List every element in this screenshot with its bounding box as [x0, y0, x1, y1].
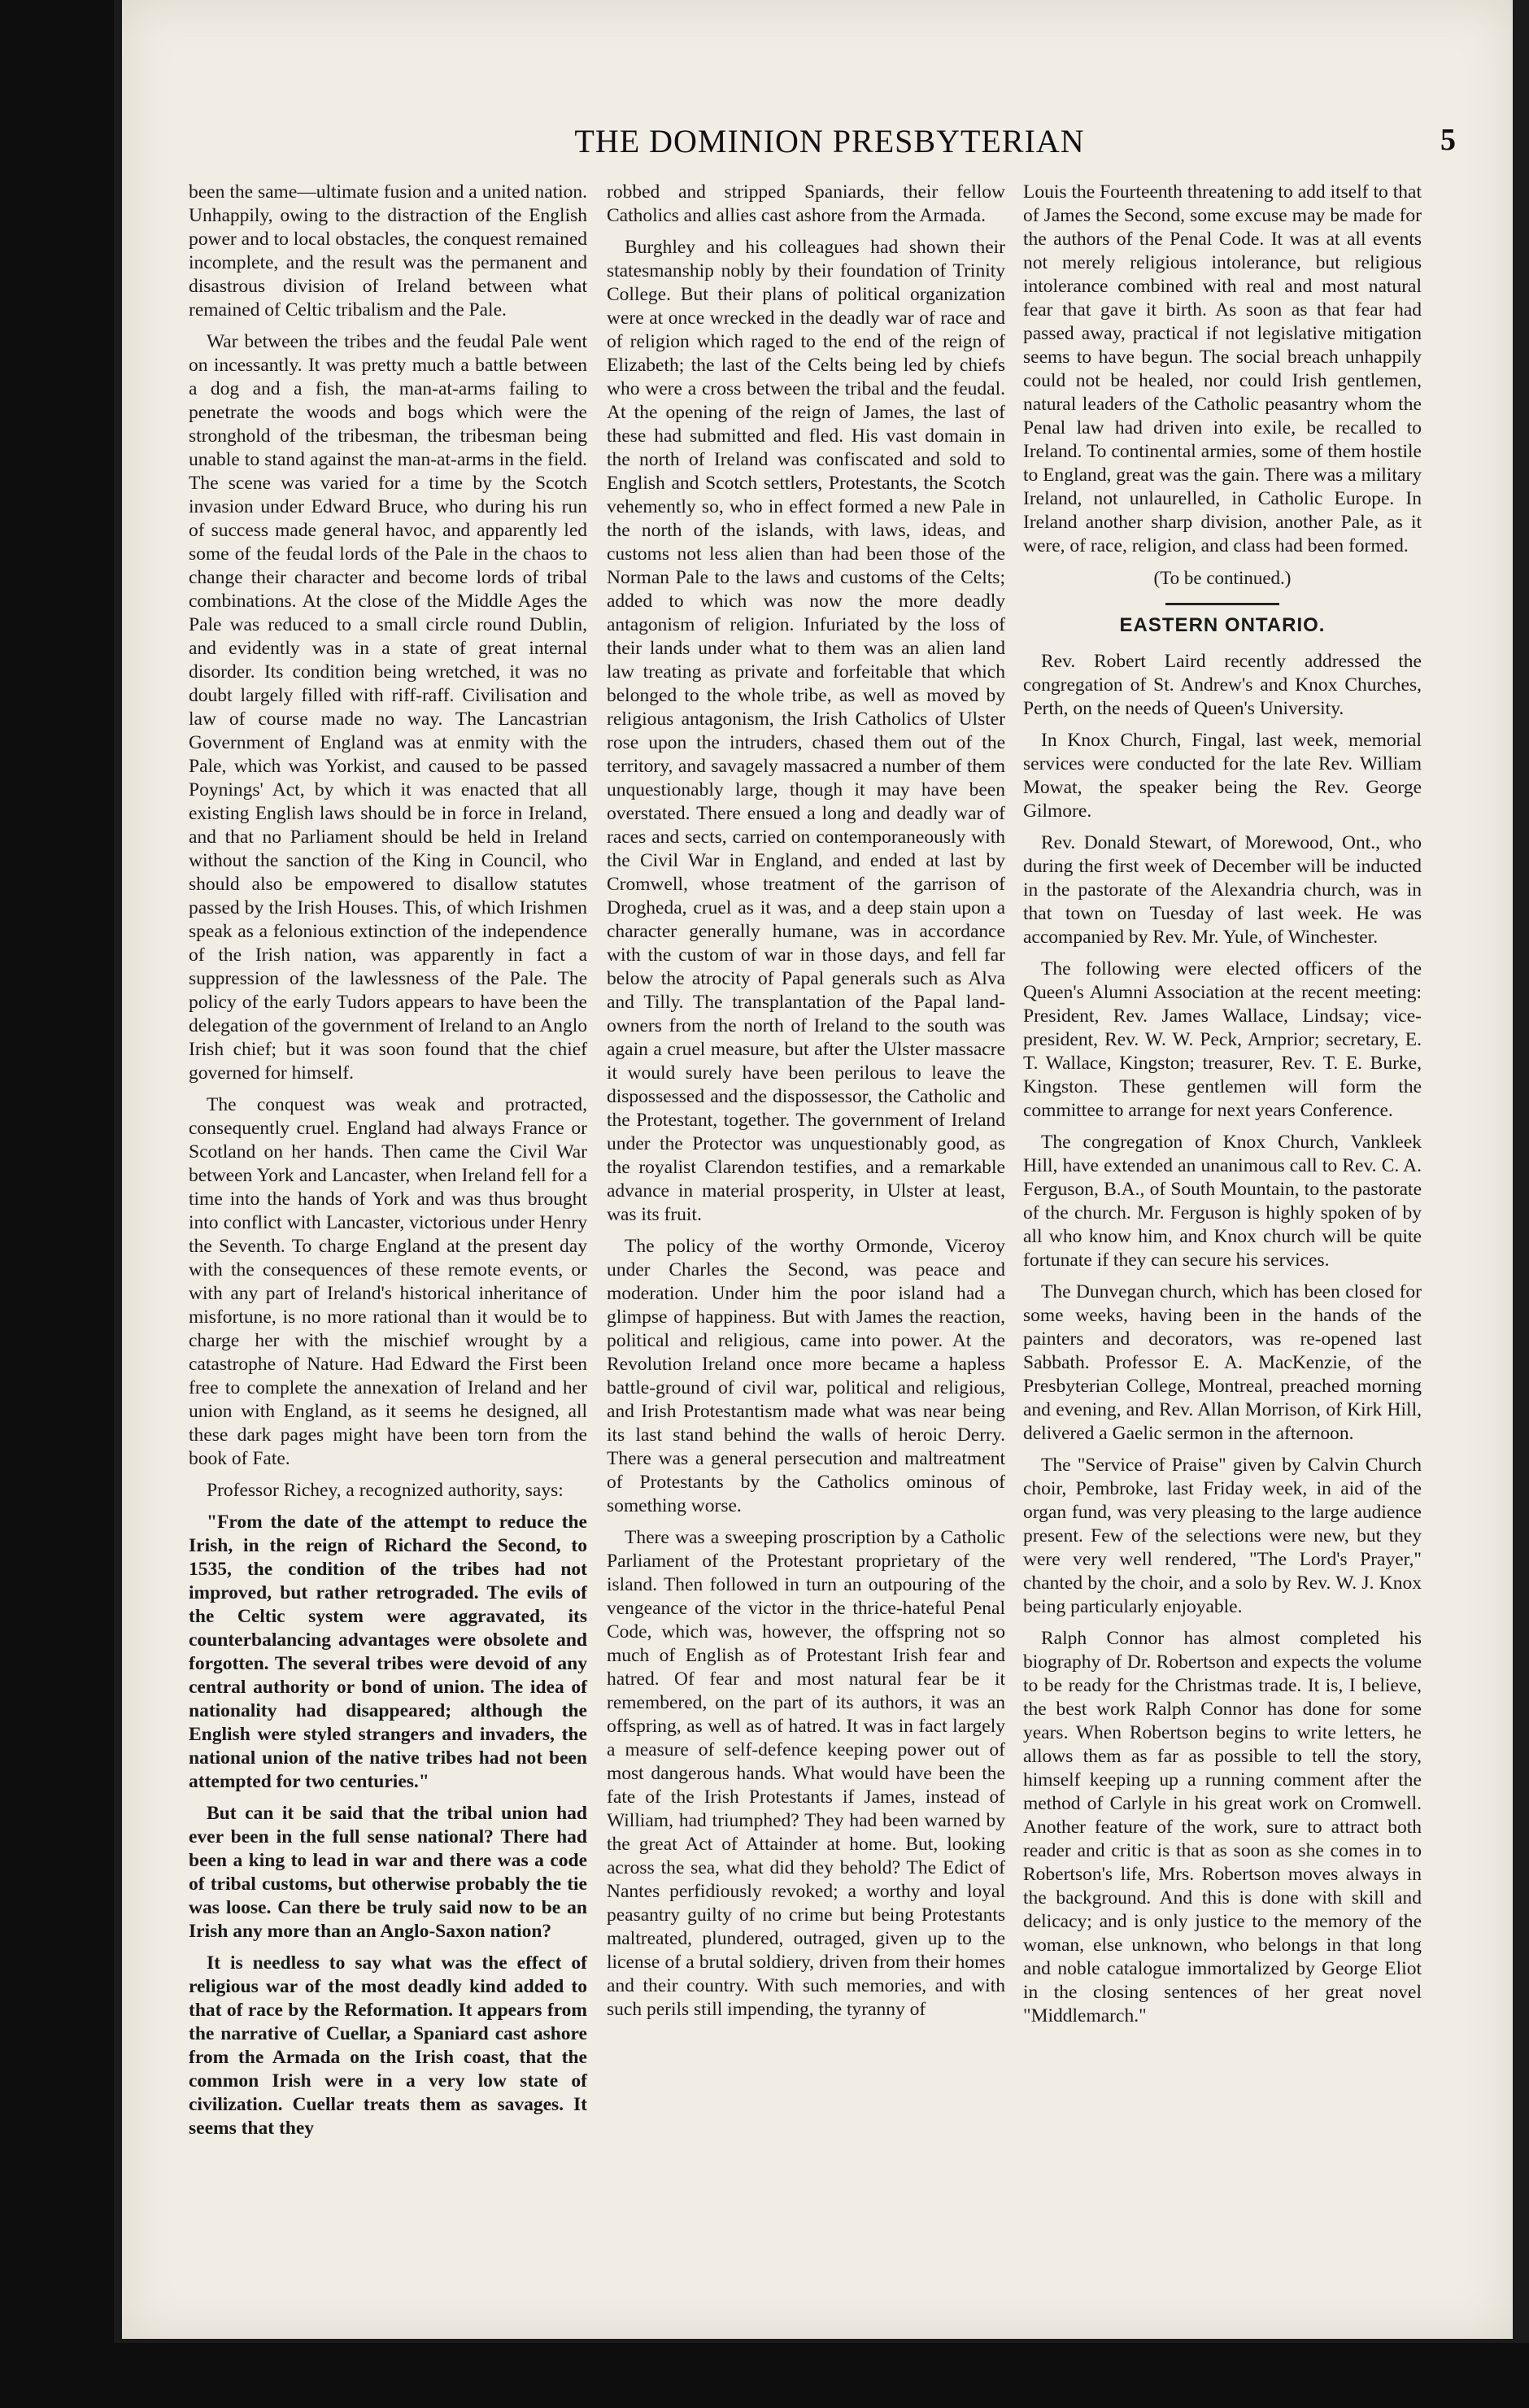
column-1: [189, 181, 587, 2148]
column-2: [607, 181, 1005, 2030]
quoted-paragraph: "From the date of the attempt to reduce the Irish, in the reign of Richard the Second, to 1535, the condition of the tribes had not improved, but rather retrograded. The evils of the Celtic system were aggravated, its counterbalancing advantages were obsolete and forgotten. The several tribes were devoid of any central authority or bond of union. The idea of nationality had disappeared; although the English were styled strangers and invaders, the national union of the native tribes had not been attempted for two centuries.": [189, 1512, 587, 1792]
news-item: Ralph Connor has almost completed his biography of Dr. Robertson and expects the volume to be ready for the Christmas trade. It is, I believe, the best work Ralph Connor has done for some years. When Robertson begins to write letters, he allows them as far as possible to tell the story, himself keeping up a running comment after the method of Carlyle in his great work on Cromwell. Another feature of the work, sure to attract both reader and critic is that as soon as she comes in to Robertson's life, Mrs. Robertson moves always in the background. And this is done with skill and delicacy; and is only justice to the memory of the woman, else unknown, who belongs in that long and noble catalogue immortalized by George Eliot in the closing sentences of her great novel "Middlemarch.": [1023, 1628, 1422, 2026]
article-paragraph: Professor Richey, a recognized authority, says:: [207, 1480, 564, 1501]
news-item: The "Service of Praise" given by Calvin Church choir, Pembroke, last Friday week, in aid of the organ fund, was very pleasing to the large audience present. Few of the selections were new, but they were very well rendered, "The Lord's Prayer," chanted by the choir, and a solo by Rev. W. J. Knox being particularly enjoyable.: [1023, 1455, 1422, 1617]
news-item: The following were elected officers of the Queen's Alumni Association at the recent meeting: President, Rev. James Wallace, Lindsay; vice-president, Rev. W. W. Peck, Arnprior; secretary, E. T. Wallace, Kingston; treasurer, Rev. T. E. Burke, Kingston. These gentlemen will form the committee to arrange for next years Conference.: [1023, 958, 1422, 1121]
article-paragraph: robbed and stripped Spaniards, their fellow Catholics and allies cast ashore from the Armada.: [607, 181, 1005, 226]
masthead-title: THE DOMINION PRESBYTERIAN: [574, 123, 1085, 159]
article-paragraph: It is needless to say what was the effect of religious war of the most deadly kind added to that of race by the Reformation. It appears from the narrative of Cuellar, a Spaniard cast ashore from the Armada on the Irish coast, that the common Irish were in a very low state of civilization. Cuellar treats them as savages. It seems that they: [189, 1952, 587, 2139]
news-item: The congregation of Knox Church, Vankleek Hill, have extended an unanimous call to Rev. C. A. Ferguson, B.A., of South Mountain, to the pastorate of the church. Mr. Ferguson is highly spoken of by all who know him, and Knox church will be quite fortunate if they can secure his services.: [1023, 1132, 1422, 1271]
page-header: [122, 122, 1513, 171]
article-paragraph: Burghley and his colleagues had shown their statesmanship nobly by their foundation of Trinity College. But their plans of political organization were at once wrecked in the deadly war of race and of religion which raged to the end of the reign of Elizabeth; the last of the Celts being led by chiefs who were a cross between the tribal and the feudal. At the opening of the reign of James, the last of these had submitted and fled. His vast domain in the north of Ireland was confiscated and sold to English and Scotch settlers, Protestants, the Scotch vehemently so, who in effect formed a new Pale in the north of the islands, with laws, ideas, and customs not less alien than had been those of the Norman Pale to the laws and customs of the Celts; added to which was now the more deadly antagonism of religion. Infuriated by the loss of their lands under what to them was an alien land law treating as private and forfeitable that which belonged to the whole tribe, as well as moved by religious antagonism, the Irish Catholics of Ulster rose upon the intruders, chased them out of the territory, and savagely massacred a number of them unquestionably large, though it may have been overstated. There ensued a long and deadly war of races and sects, carried on contemporaneously with the Civil War in England, and ended at last by Cromwell, whose treatment of the garrison of Drogheda, cruel as it was, and a deep stain upon a character generally humane, was in accordance with the custom of war in those days, and fell far below the atrocity of Papal generals such as Alva and Tilly. The transplantation of the Papal land-owners from the north of Ireland to the south was again a cruel measure, but after the Ulster massacre it would surely have been perilous to leave the dispossessed and the dispossessor, the Catholic and the Protestant, together. The government of Ireland under the Protector was unquestionably good, as the royalist Clarendon testifies, and a remarkable advance in material prosperity, in Ulster at least, was its fruit.: [607, 237, 1005, 1225]
article-paragraph: The conquest was weak and protracted, consequently cruel. England had always France or Scotland on her hands. Then came the Civil War between York and Lancaster, when Ireland fell for a time into the hands of York and was thus brought into conflict with Lancaster, victorious under Henry the Seventh. To charge England at the present day with the consequences of these remote events, or with any part of Ireland's historical inheritance of misfortune, is no more rational than it would be to charge her with the mischief wrought by a catastrophe of Nature. Had Edward the First been free to complete the annexation of Ireland and her union with England, as it seems he designed, all these dark pages might have been torn from the book of Fate.: [189, 1094, 587, 1469]
column-3: [1023, 181, 1422, 2036]
news-item: In Knox Church, Fingal, last week, memorial services were conducted for the late Rev. William Mowat, the speaker being the Rev. George Gilmore.: [1023, 730, 1422, 822]
article-paragraph: The policy of the worthy Ormonde, Viceroy under Charles the Second, was peace and moderation. Under him the poor island had a glimpse of happiness. But with James the reaction, political and religious, came into power. At the Revolution Ireland once more became a hapless battle-ground of civil war, political and religious, and Irish Protestantism made what was near being its last stand behind the walls of heroic Derry. There was a general persecution and maltreatment of Protestants by the Catholics ominous of something worse.: [607, 1236, 1005, 1516]
scan-background-left: [0, 0, 114, 2408]
newspaper-page: [122, 0, 1513, 2339]
article-paragraph: Louis the Fourteenth threatening to add itself to that of James the Second, some excuse may be made for the authors of the Penal Code. It was at all events not merely religious intolerance, but religious intolerance combined with real and most natural fear that gave it birth. As soon as that fear had passed away, practical if not legislative mitigation seems to have begun. The social breach unhappily could not be healed, nor could Irish gentlemen, natural leaders of the Catholic peasantry whom the Penal law had driven into exile, be recalled to Ireland. To continental armies, some of them hostile to England, great was the gain. There was a military Ireland, not unlaurelled, in Catholic Europe. In Ireland another sharp division, another Pale, as it were, of race, religion, and class had been formed.: [1023, 181, 1422, 556]
section-heading: EASTERN ONTARIO.: [1119, 614, 1326, 636]
continued-note: (To be continued.): [1153, 568, 1292, 588]
scan-background-bottom: [114, 2343, 1529, 2408]
news-item: Rev. Donald Stewart, of Morewood, Ont., who during the first week of December will be inducted in the pastorate of the Alexandria church, was in that town on Tuesday of last week. He was accompanied by Rev. Mr. Yule, of Winchester.: [1023, 832, 1422, 948]
article-paragraph: There was a sweeping proscription by a Catholic Parliament of the Protestant proprietary of the island. Then followed in turn an outpouring of the vengeance of the victor in the thrice-hateful Penal Code, which was, however, the offspring not so much of English as of Protestant Irish fear and hatred. Of fear and most natural fear be it remembered, on the part of its authors, it was an offspring, as well as of hatred. It was in fact largely a measure of self-defence keeping power out of most dangerous hands. What would have been the fate of the Irish Protestants if James, instead of William, had triumphed? They had been warned by the great Act of Attainder at home. But, looking across the sea, what did they behold? The Edict of Nantes perfidiously revoked; a worthy and loyal peasantry guilty of no crime but being Protestants maltreated, plundered, outraged, given up to the license of a brutal soldiery, driven from their homes and their country. With such memories, and with such perils still impending, the tyranny of: [607, 1527, 1005, 2020]
article-paragraph: But can it be said that the tribal union had ever been in the full sense national? There had been a king to lead in war and there was a code of tribal customs, but otherwise probably the tie was loose. Can there be truly said now to be an Irish any more than an Anglo-Saxon nation?: [189, 1803, 587, 1942]
news-item: The Dunvegan church, which has been closed for some weeks, having been in the hands of the painters and decorators, was re-opened last Sabbath. Professor E. A. MacKenzie, of the Presbyterian College, Montreal, preached morning and evening, and Rev. Allan Morrison, of Kirk Hill, delivered a Gaelic sermon in the afternoon.: [1023, 1281, 1422, 1444]
section-divider: [1165, 603, 1279, 605]
page-number: 5: [1440, 123, 1456, 157]
news-item: Rev. Robert Laird recently addressed the congregation of St. Andrew's and Knox Churches, Perth, on the needs of Queen's University.: [1023, 651, 1422, 719]
article-paragraph: War between the tribes and the feudal Pale went on incessantly. It was pretty much a battle between a dog and a fish, the man-at-arms failing to penetrate the woods and bogs which were the stronghold of the tribesman, the tribesman being unable to stand against the man-at-arms in the field. The scene was varied for a time by the Scotch invasion under Edward Bruce, who during his run of success made general havoc, and apparently led some of the feudal lords of the Pale in the chaos to change their character and become lords of tribal combinations. At the close of the Middle Ages the Pale was reduced to a small circle round Dublin, and evidently was in a state of great internal disorder. Its condition being wretched, it was no doubt largely filled with riff-raff. Civilisation and law of course made no way. The Lancastrian Government of England was at enmity with the Pale, which was Yorkist, and caused to be passed Poynings' Act, by which it was enacted that all existing English laws should be in force in Ireland, and that no Parliament should be held in Ireland without the sanction of the King in Council, who should also be empowered to disallow statutes passed by the Irish Houses. This, of which Irishmen speak as a felonious extinction of the independence of the Irish nation, was apparently in fact a suppression of the lawlessness of the Pale. The policy of the early Tudors appears to have been the delegation of the government of Ireland to an Anglo Irish chief; but it was soon found that the chief governed for himself.: [189, 331, 587, 1084]
article-paragraph: been the same—ultimate fusion and a united nation. Unhappily, owing to the distraction of the English power and to local obstacles, the conquest remained incomplete, and the result was the permanent and disastrous division of Ireland between what remained of Celtic tribalism and the Pale.: [189, 181, 587, 321]
